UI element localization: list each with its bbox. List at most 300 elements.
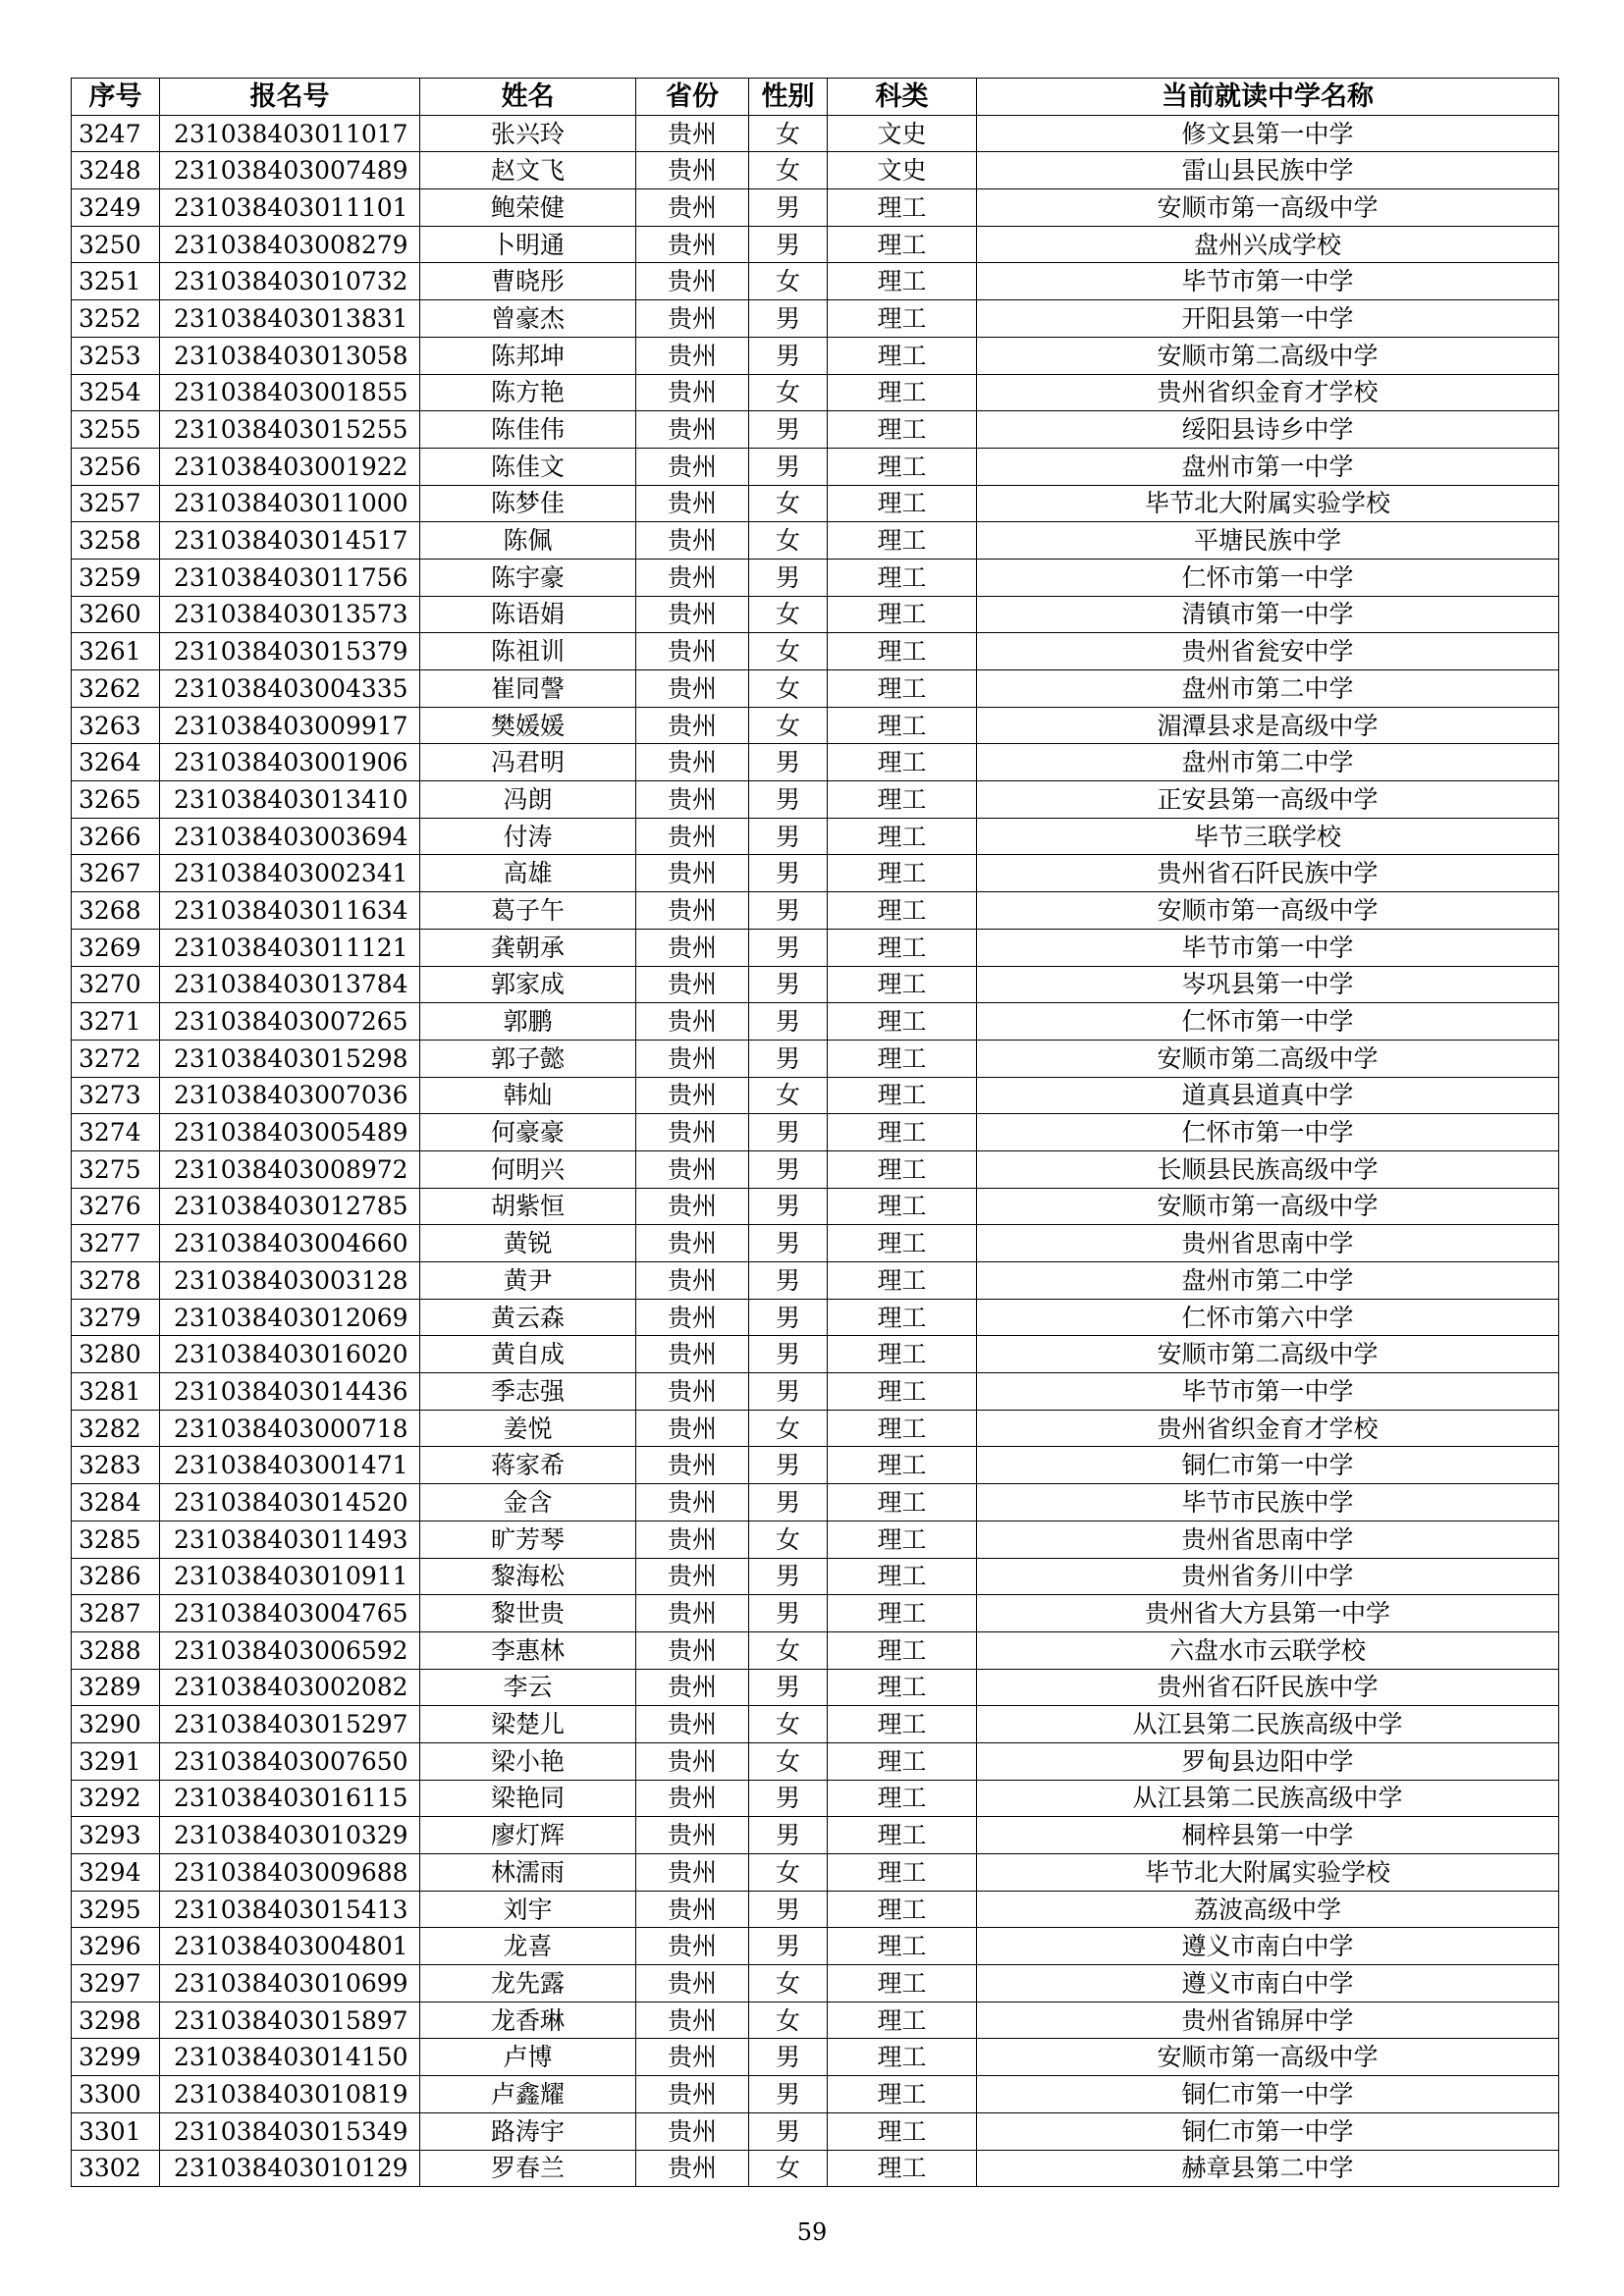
cell-province: 贵州 bbox=[636, 1262, 749, 1300]
cell-school: 贵州省石阡民族中学 bbox=[977, 1669, 1559, 1706]
cell-gender: 男 bbox=[749, 781, 828, 819]
table-row bbox=[72, 485, 1559, 522]
cell-seq: 3261 bbox=[72, 633, 160, 670]
header-seq: 序号 bbox=[72, 79, 160, 116]
cell-registration-number: 231038403013784 bbox=[160, 966, 420, 1003]
cell-gender: 女 bbox=[749, 2002, 828, 2039]
cell-seq: 3263 bbox=[72, 707, 160, 744]
cell-registration-number: 231038403008279 bbox=[160, 226, 420, 263]
cell-name: 郭家成 bbox=[420, 966, 636, 1003]
table-row bbox=[72, 633, 1559, 670]
cell-seq: 3289 bbox=[72, 1669, 160, 1706]
cell-registration-number: 231038403010699 bbox=[160, 1965, 420, 2002]
cell-school: 贵州省织金育才学校 bbox=[977, 374, 1559, 411]
cell-name: 陈佳伟 bbox=[420, 411, 636, 449]
cell-seq: 3295 bbox=[72, 1891, 160, 1928]
cell-province: 贵州 bbox=[636, 1928, 749, 1965]
cell-province: 贵州 bbox=[636, 1595, 749, 1632]
table-row bbox=[72, 1742, 1559, 1780]
cell-name: 陈佩 bbox=[420, 522, 636, 560]
cell-province: 贵州 bbox=[636, 300, 749, 338]
cell-province: 贵州 bbox=[636, 1706, 749, 1743]
cell-registration-number: 231038403015413 bbox=[160, 1891, 420, 1928]
cell-province: 贵州 bbox=[636, 522, 749, 560]
cell-school: 铜仁市第一中学 bbox=[977, 1447, 1559, 1484]
cell-subject: 理工 bbox=[828, 1040, 977, 1077]
cell-gender: 男 bbox=[749, 2039, 828, 2076]
cell-school: 仁怀市第六中学 bbox=[977, 1299, 1559, 1336]
cell-seq: 3285 bbox=[72, 1521, 160, 1558]
cell-subject: 理工 bbox=[828, 929, 977, 966]
cell-school: 毕节北大附属实验学校 bbox=[977, 1854, 1559, 1892]
cell-gender: 女 bbox=[749, 1965, 828, 2002]
cell-gender: 男 bbox=[749, 1225, 828, 1262]
cell-school: 岑巩县第一中学 bbox=[977, 966, 1559, 1003]
table-row bbox=[72, 2076, 1559, 2113]
cell-subject: 理工 bbox=[828, 1706, 977, 1743]
cell-registration-number: 231038403014517 bbox=[160, 522, 420, 560]
cell-school: 盘州市第二中学 bbox=[977, 1262, 1559, 1300]
cell-seq: 3275 bbox=[72, 1150, 160, 1188]
cell-registration-number: 231038403015297 bbox=[160, 1706, 420, 1743]
cell-subject: 理工 bbox=[828, 633, 977, 670]
cell-gender: 男 bbox=[749, 1373, 828, 1411]
cell-province: 贵州 bbox=[636, 374, 749, 411]
cell-school: 铜仁市第一中学 bbox=[977, 2112, 1559, 2150]
cell-province: 贵州 bbox=[636, 1299, 749, 1336]
cell-name: 陈方艳 bbox=[420, 374, 636, 411]
page-number: 59 bbox=[796, 2218, 828, 2246]
cell-province: 贵州 bbox=[636, 485, 749, 522]
cell-seq: 3249 bbox=[72, 189, 160, 227]
cell-province: 贵州 bbox=[636, 1742, 749, 1780]
cell-name: 黄自成 bbox=[420, 1336, 636, 1373]
cell-subject: 理工 bbox=[828, 2039, 977, 2076]
cell-seq: 3297 bbox=[72, 1965, 160, 2002]
cell-registration-number: 231038403014150 bbox=[160, 2039, 420, 2076]
cell-province: 贵州 bbox=[636, 1114, 749, 1151]
cell-gender: 男 bbox=[749, 226, 828, 263]
table-row bbox=[72, 1114, 1559, 1151]
cell-school: 正安县第一高级中学 bbox=[977, 781, 1559, 819]
table-row bbox=[72, 522, 1559, 560]
table-row bbox=[72, 1595, 1559, 1632]
cell-seq: 3286 bbox=[72, 1558, 160, 1595]
cell-school: 雷山县民族中学 bbox=[977, 152, 1559, 189]
cell-seq: 3280 bbox=[72, 1336, 160, 1373]
cell-subject: 理工 bbox=[828, 670, 977, 708]
table-row bbox=[72, 1410, 1559, 1447]
cell-name: 龙喜 bbox=[420, 1928, 636, 1965]
cell-school: 遵义市南白中学 bbox=[977, 1928, 1559, 1965]
cell-province: 贵州 bbox=[636, 559, 749, 596]
cell-subject: 理工 bbox=[828, 337, 977, 374]
cell-registration-number: 231038403007265 bbox=[160, 1003, 420, 1041]
cell-seq: 3251 bbox=[72, 263, 160, 300]
cell-province: 贵州 bbox=[636, 2039, 749, 2076]
cell-subject: 理工 bbox=[828, 1336, 977, 1373]
cell-seq: 3265 bbox=[72, 781, 160, 819]
cell-province: 贵州 bbox=[636, 1188, 749, 1225]
cell-province: 贵州 bbox=[636, 1521, 749, 1558]
student-list-table bbox=[71, 78, 1559, 2187]
cell-gender: 男 bbox=[749, 1114, 828, 1151]
cell-province: 贵州 bbox=[636, 189, 749, 227]
cell-subject: 理工 bbox=[828, 1262, 977, 1300]
cell-province: 贵州 bbox=[636, 1336, 749, 1373]
cell-province: 贵州 bbox=[636, 115, 749, 152]
cell-school: 盘州兴成学校 bbox=[977, 226, 1559, 263]
table-row bbox=[72, 2002, 1559, 2039]
cell-registration-number: 231038403007036 bbox=[160, 1077, 420, 1114]
cell-school: 平塘民族中学 bbox=[977, 522, 1559, 560]
cell-province: 贵州 bbox=[636, 1965, 749, 2002]
cell-registration-number: 231038403000718 bbox=[160, 1410, 420, 1447]
table-row bbox=[72, 1706, 1559, 1743]
table-body bbox=[72, 115, 1559, 2187]
cell-subject: 理工 bbox=[828, 707, 977, 744]
cell-subject: 理工 bbox=[828, 596, 977, 633]
cell-name: 梁艳同 bbox=[420, 1780, 636, 1817]
cell-school: 仁怀市第一中学 bbox=[977, 1003, 1559, 1041]
cell-name: 黄尹 bbox=[420, 1262, 636, 1300]
cell-subject: 理工 bbox=[828, 485, 977, 522]
cell-gender: 女 bbox=[749, 522, 828, 560]
cell-province: 贵州 bbox=[636, 596, 749, 633]
cell-province: 贵州 bbox=[636, 1780, 749, 1817]
cell-school: 盘州市第二中学 bbox=[977, 744, 1559, 781]
cell-subject: 理工 bbox=[828, 1965, 977, 2002]
header-row bbox=[72, 79, 1559, 116]
cell-registration-number: 231038403009688 bbox=[160, 1854, 420, 1892]
cell-gender: 女 bbox=[749, 596, 828, 633]
cell-province: 贵州 bbox=[636, 1447, 749, 1484]
cell-seq: 3268 bbox=[72, 892, 160, 930]
cell-name: 陈语娟 bbox=[420, 596, 636, 633]
cell-registration-number: 231038403001855 bbox=[160, 374, 420, 411]
cell-registration-number: 231038403015379 bbox=[160, 633, 420, 670]
cell-registration-number: 231038403005489 bbox=[160, 1114, 420, 1151]
cell-province: 贵州 bbox=[636, 226, 749, 263]
cell-name: 卢鑫耀 bbox=[420, 2076, 636, 2113]
cell-name: 冯朗 bbox=[420, 781, 636, 819]
table-row bbox=[72, 966, 1559, 1003]
cell-seq: 3272 bbox=[72, 1040, 160, 1077]
table-row bbox=[72, 781, 1559, 819]
table-row bbox=[72, 818, 1559, 855]
table-row bbox=[72, 1669, 1559, 1706]
cell-subject: 理工 bbox=[828, 744, 977, 781]
cell-subject: 理工 bbox=[828, 1299, 977, 1336]
cell-name: 张兴玲 bbox=[420, 115, 636, 152]
cell-province: 贵州 bbox=[636, 1150, 749, 1188]
cell-subject: 理工 bbox=[828, 1891, 977, 1928]
cell-name: 林濡雨 bbox=[420, 1854, 636, 1892]
cell-seq: 3290 bbox=[72, 1706, 160, 1743]
cell-subject: 理工 bbox=[828, 1114, 977, 1151]
cell-name: 崔同謦 bbox=[420, 670, 636, 708]
cell-registration-number: 231038403010129 bbox=[160, 2150, 420, 2187]
cell-gender: 男 bbox=[749, 337, 828, 374]
table-row bbox=[72, 1373, 1559, 1411]
cell-gender: 男 bbox=[749, 1817, 828, 1854]
cell-school: 仁怀市第一中学 bbox=[977, 559, 1559, 596]
cell-gender: 女 bbox=[749, 707, 828, 744]
cell-subject: 理工 bbox=[828, 1447, 977, 1484]
cell-province: 贵州 bbox=[636, 2076, 749, 2113]
cell-seq: 3284 bbox=[72, 1484, 160, 1522]
cell-school: 铜仁市第一中学 bbox=[977, 2076, 1559, 2113]
cell-registration-number: 231038403004660 bbox=[160, 1225, 420, 1262]
table-row bbox=[72, 1965, 1559, 2002]
cell-subject: 理工 bbox=[828, 1854, 977, 1892]
cell-name: 冯君明 bbox=[420, 744, 636, 781]
cell-seq: 3293 bbox=[72, 1817, 160, 1854]
cell-gender: 男 bbox=[749, 559, 828, 596]
cell-seq: 3283 bbox=[72, 1447, 160, 1484]
cell-seq: 3296 bbox=[72, 1928, 160, 1965]
cell-gender: 男 bbox=[749, 855, 828, 892]
table-row bbox=[72, 2150, 1559, 2187]
table-row bbox=[72, 448, 1559, 485]
cell-seq: 3256 bbox=[72, 448, 160, 485]
cell-subject: 理工 bbox=[828, 2150, 977, 2187]
cell-province: 贵州 bbox=[636, 855, 749, 892]
cell-subject: 理工 bbox=[828, 1558, 977, 1595]
cell-subject: 理工 bbox=[828, 2112, 977, 2150]
table-row bbox=[72, 744, 1559, 781]
cell-province: 贵州 bbox=[636, 633, 749, 670]
table-row bbox=[72, 1150, 1559, 1188]
cell-name: 郭鹏 bbox=[420, 1003, 636, 1041]
cell-province: 贵州 bbox=[636, 1373, 749, 1411]
cell-seq: 3287 bbox=[72, 1595, 160, 1632]
cell-seq: 3282 bbox=[72, 1410, 160, 1447]
cell-subject: 理工 bbox=[828, 818, 977, 855]
cell-school: 安顺市第一高级中学 bbox=[977, 2039, 1559, 2076]
cell-school: 贵州省锦屏中学 bbox=[977, 2002, 1559, 2039]
cell-seq: 3269 bbox=[72, 929, 160, 966]
cell-province: 贵州 bbox=[636, 818, 749, 855]
cell-gender: 男 bbox=[749, 966, 828, 1003]
table-row bbox=[72, 855, 1559, 892]
cell-seq: 3271 bbox=[72, 1003, 160, 1041]
cell-subject: 理工 bbox=[828, 1077, 977, 1114]
cell-province: 贵州 bbox=[636, 1669, 749, 1706]
cell-gender: 男 bbox=[749, 448, 828, 485]
cell-school: 赫章县第二中学 bbox=[977, 2150, 1559, 2187]
cell-gender: 男 bbox=[749, 744, 828, 781]
table-row bbox=[72, 226, 1559, 263]
cell-name: 黄锐 bbox=[420, 1225, 636, 1262]
cell-gender: 女 bbox=[749, 263, 828, 300]
cell-school: 安顺市第二高级中学 bbox=[977, 1336, 1559, 1373]
cell-name: 姜悦 bbox=[420, 1410, 636, 1447]
cell-registration-number: 231038403004801 bbox=[160, 1928, 420, 1965]
cell-subject: 理工 bbox=[828, 2002, 977, 2039]
table-row bbox=[72, 707, 1559, 744]
cell-gender: 男 bbox=[749, 1484, 828, 1522]
cell-province: 贵州 bbox=[636, 263, 749, 300]
cell-province: 贵州 bbox=[636, 966, 749, 1003]
cell-gender: 男 bbox=[749, 818, 828, 855]
cell-gender: 男 bbox=[749, 892, 828, 930]
cell-subject: 理工 bbox=[828, 2076, 977, 2113]
cell-seq: 3258 bbox=[72, 522, 160, 560]
cell-province: 贵州 bbox=[636, 1040, 749, 1077]
cell-registration-number: 231038403011017 bbox=[160, 115, 420, 152]
cell-subject: 理工 bbox=[828, 1188, 977, 1225]
cell-school: 从江县第二民族高级中学 bbox=[977, 1706, 1559, 1743]
cell-seq: 3257 bbox=[72, 485, 160, 522]
table-row bbox=[72, 411, 1559, 449]
cell-seq: 3250 bbox=[72, 226, 160, 263]
cell-name: 李云 bbox=[420, 1669, 636, 1706]
cell-seq: 3253 bbox=[72, 337, 160, 374]
table-row bbox=[72, 1262, 1559, 1300]
cell-gender: 女 bbox=[749, 115, 828, 152]
cell-registration-number: 231038403011101 bbox=[160, 189, 420, 227]
cell-gender: 男 bbox=[749, 1928, 828, 1965]
cell-province: 贵州 bbox=[636, 2002, 749, 2039]
cell-school: 盘州市第一中学 bbox=[977, 448, 1559, 485]
cell-school: 毕节市民族中学 bbox=[977, 1484, 1559, 1522]
cell-seq: 3302 bbox=[72, 2150, 160, 2187]
cell-registration-number: 231038403004765 bbox=[160, 1595, 420, 1632]
header-school: 当前就读中学名称 bbox=[977, 79, 1559, 116]
cell-registration-number: 231038403013573 bbox=[160, 596, 420, 633]
cell-gender: 男 bbox=[749, 1040, 828, 1077]
cell-seq: 3294 bbox=[72, 1854, 160, 1892]
cell-school: 安顺市第二高级中学 bbox=[977, 1040, 1559, 1077]
cell-school: 安顺市第一高级中学 bbox=[977, 189, 1559, 227]
cell-subject: 理工 bbox=[828, 411, 977, 449]
cell-registration-number: 231038403007489 bbox=[160, 152, 420, 189]
cell-seq: 3254 bbox=[72, 374, 160, 411]
cell-school: 罗甸县边阳中学 bbox=[977, 1742, 1559, 1780]
table-row bbox=[72, 1891, 1559, 1928]
cell-gender: 男 bbox=[749, 300, 828, 338]
cell-seq: 3299 bbox=[72, 2039, 160, 2076]
table-row bbox=[72, 115, 1559, 152]
cell-school: 遵义市南白中学 bbox=[977, 1965, 1559, 2002]
header-subject: 科类 bbox=[828, 79, 977, 116]
cell-seq: 3274 bbox=[72, 1114, 160, 1151]
cell-school: 毕节市第一中学 bbox=[977, 929, 1559, 966]
cell-gender: 男 bbox=[749, 1447, 828, 1484]
cell-subject: 理工 bbox=[828, 189, 977, 227]
cell-seq: 3300 bbox=[72, 2076, 160, 2113]
cell-gender: 女 bbox=[749, 1854, 828, 1892]
cell-seq: 3248 bbox=[72, 152, 160, 189]
cell-name: 黄云森 bbox=[420, 1299, 636, 1336]
cell-registration-number: 231038403012785 bbox=[160, 1188, 420, 1225]
table-row bbox=[72, 1484, 1559, 1522]
cell-subject: 理工 bbox=[828, 226, 977, 263]
table-row bbox=[72, 1040, 1559, 1077]
cell-school: 湄潭县求是高级中学 bbox=[977, 707, 1559, 744]
cell-subject: 理工 bbox=[828, 1669, 977, 1706]
cell-seq: 3301 bbox=[72, 2112, 160, 2150]
cell-school: 贵州省瓮安中学 bbox=[977, 633, 1559, 670]
cell-seq: 3255 bbox=[72, 411, 160, 449]
cell-school: 荔波高级中学 bbox=[977, 1891, 1559, 1928]
cell-name: 陈邦坤 bbox=[420, 337, 636, 374]
cell-gender: 男 bbox=[749, 2076, 828, 2113]
cell-province: 贵州 bbox=[636, 670, 749, 708]
table-row bbox=[72, 152, 1559, 189]
cell-subject: 理工 bbox=[828, 559, 977, 596]
cell-gender: 男 bbox=[749, 1891, 828, 1928]
table-row bbox=[72, 2039, 1559, 2076]
table-row bbox=[72, 263, 1559, 300]
cell-gender: 女 bbox=[749, 1077, 828, 1114]
cell-seq: 3278 bbox=[72, 1262, 160, 1300]
cell-registration-number: 231038403014520 bbox=[160, 1484, 420, 1522]
cell-name: 刘宇 bbox=[420, 1891, 636, 1928]
cell-name: 季志强 bbox=[420, 1373, 636, 1411]
table-row bbox=[72, 559, 1559, 596]
cell-gender: 男 bbox=[749, 1150, 828, 1188]
header-province: 省份 bbox=[636, 79, 749, 116]
cell-subject: 理工 bbox=[828, 1742, 977, 1780]
cell-school: 贵州省务川中学 bbox=[977, 1558, 1559, 1595]
table-row bbox=[72, 1336, 1559, 1373]
table-row bbox=[72, 1631, 1559, 1669]
cell-registration-number: 231038403011000 bbox=[160, 485, 420, 522]
table-row bbox=[72, 1299, 1559, 1336]
cell-seq: 3277 bbox=[72, 1225, 160, 1262]
cell-province: 贵州 bbox=[636, 707, 749, 744]
cell-gender: 男 bbox=[749, 1336, 828, 1373]
cell-subject: 理工 bbox=[828, 892, 977, 930]
cell-province: 贵州 bbox=[636, 2112, 749, 2150]
table-row bbox=[72, 892, 1559, 930]
cell-gender: 男 bbox=[749, 1780, 828, 1817]
cell-subject: 理工 bbox=[828, 300, 977, 338]
cell-province: 贵州 bbox=[636, 1484, 749, 1522]
cell-name: 韩灿 bbox=[420, 1077, 636, 1114]
cell-school: 桐梓县第一中学 bbox=[977, 1817, 1559, 1854]
cell-subject: 理工 bbox=[828, 1373, 977, 1411]
cell-registration-number: 231038403010819 bbox=[160, 2076, 420, 2113]
cell-province: 贵州 bbox=[636, 1077, 749, 1114]
cell-school: 安顺市第二高级中学 bbox=[977, 337, 1559, 374]
cell-name: 樊媛媛 bbox=[420, 707, 636, 744]
cell-registration-number: 231038403013410 bbox=[160, 781, 420, 819]
cell-registration-number: 231038403002341 bbox=[160, 855, 420, 892]
cell-gender: 女 bbox=[749, 1410, 828, 1447]
cell-subject: 理工 bbox=[828, 781, 977, 819]
cell-registration-number: 231038403016020 bbox=[160, 1336, 420, 1373]
cell-subject: 理工 bbox=[828, 1595, 977, 1632]
cell-gender: 男 bbox=[749, 189, 828, 227]
cell-gender: 男 bbox=[749, 1558, 828, 1595]
cell-registration-number: 231038403013058 bbox=[160, 337, 420, 374]
cell-province: 贵州 bbox=[636, 892, 749, 930]
cell-gender: 女 bbox=[749, 2150, 828, 2187]
cell-province: 贵州 bbox=[636, 2150, 749, 2187]
cell-gender: 女 bbox=[749, 1631, 828, 1669]
cell-registration-number: 231038403015298 bbox=[160, 1040, 420, 1077]
cell-gender: 男 bbox=[749, 1299, 828, 1336]
cell-registration-number: 231038403016115 bbox=[160, 1780, 420, 1817]
cell-registration-number: 231038403003128 bbox=[160, 1262, 420, 1300]
cell-seq: 3266 bbox=[72, 818, 160, 855]
cell-registration-number: 231038403011493 bbox=[160, 1521, 420, 1558]
cell-province: 贵州 bbox=[636, 337, 749, 374]
cell-name: 陈佳文 bbox=[420, 448, 636, 485]
